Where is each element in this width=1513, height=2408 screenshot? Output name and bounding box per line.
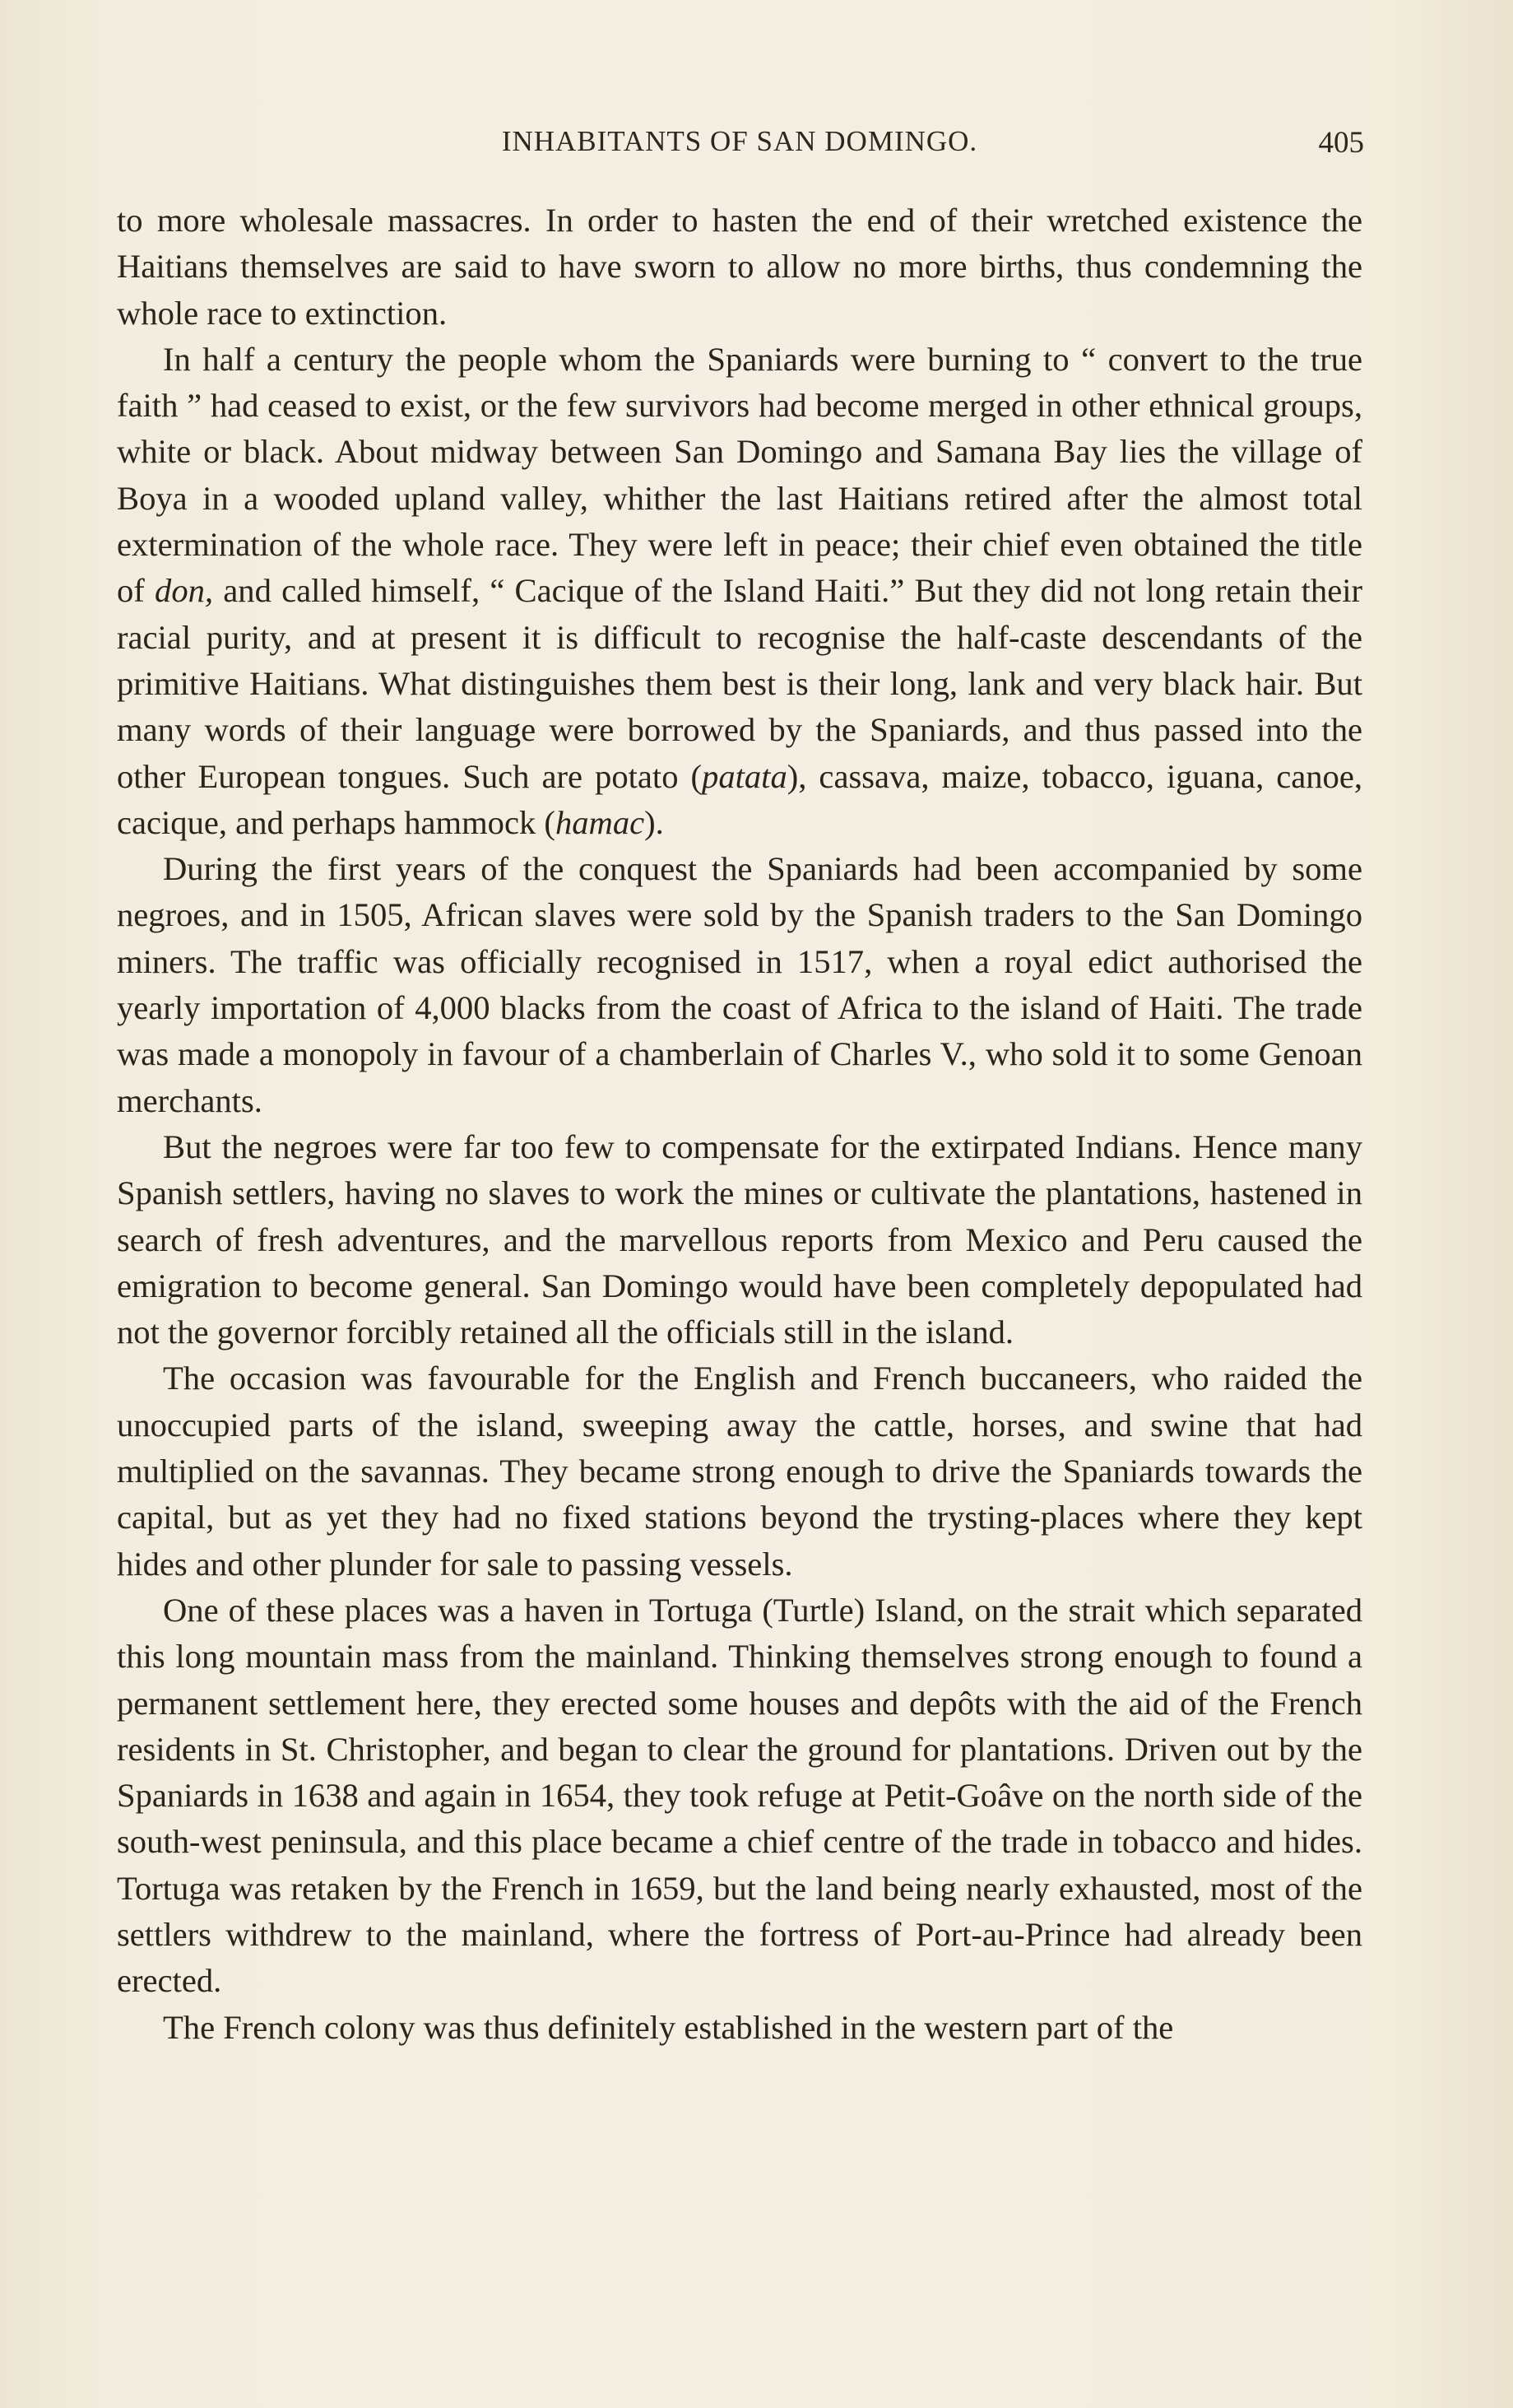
paragraph-2-text-c: ), cassava, maize, tobacco, iguana, canoe, cacique, and perhaps hammock (: [117, 757, 1362, 841]
body-text: [117, 198, 1362, 2051]
paragraph-7-text: The French colony was thus definitely established in the western part of the: [163, 2008, 1174, 2046]
italic-don: don,: [155, 572, 214, 610]
paragraph-2-text-a: In half a century the people whom the Spaniards were burning to “ convert to the true faith ” had ceased to exist, or the few survivors had become merged in other ethnical groups, white or black. About midway between San Domingo and Samana Bay lies the village of Boya in a wooded upland valley, whither the last Haitians retired after the almost total extermination of the whole race. They were left in peace; their chief even obtained the title of: [117, 340, 1362, 610]
paragraph-3: [117, 846, 1362, 1124]
page-number: 405: [1318, 126, 1364, 160]
paragraph-1-text: to more wholesale massacres. In order to hasten the end of their wretched existence the Haitians themselves are said to have sworn to allow no more births, thus condemning the whole race to extinction.: [117, 202, 1362, 332]
paragraph-2-text-d: ).: [644, 803, 664, 841]
paragraph-6-text: One of these places was a haven in Tortuga (Turtle) Island, on the strait which separated this long mountain mass from the mainland. Thinking themselves strong enough to found a permanent settlement here, they erected some houses and depôts with the aid of the French residents in St. Christopher, and began to clear the ground for plantations. Driven out by the Spaniards in 1638 and again in 1654, they took refuge at Petit-Goâve on the north side of the south-west peninsula, and this place became a chief centre of the trade in tobacco and hides. Tortuga was retaken by the French in 1659, but the land being nearly exhausted, most of the settlers withdrew to the mainland, where the fortress of Port-au-Prince had already been erected.: [117, 1591, 1362, 2000]
italic-patata: patata: [702, 757, 787, 795]
paragraph-5-text: The occasion was favourable for the English and French buccaneers, who raided the unoccupied parts of the island, sweeping away the cattle, horses, and swine that had multiplied on the savannas. They became strong enough to drive the Spaniards towards the capital, but as yet they had no fixed stations beyond the trysting-places where they kept hides and other plunder for sale to passing vessels.: [117, 1360, 1362, 1583]
running-head: [115, 125, 1364, 166]
paragraph-7: [117, 2005, 1362, 2051]
running-title: INHABITANTS OF SAN DOMINGO.: [501, 125, 978, 157]
paragraph-4-text: But the negroes were far too few to compensate for the extirpated Indians. Hence many Spanish settlers, having no slaves to work the mines or cultivate the plantations, hastened in search of fresh adventures, and the marvellous reports from Mexico and Peru caused the emigration to become general. San Domingo would have been completely depopulated had not the governor forcibly retained all the officials still in the island.: [117, 1127, 1362, 1351]
italic-hamac: hamac: [555, 803, 645, 841]
paragraph-1: [117, 198, 1362, 337]
paragraph-5: [117, 1355, 1362, 1587]
paragraph-2: [117, 337, 1362, 846]
paragraph-2-text-b: and called himself, “ Cacique of the Island Haiti.” But they did not long retain their racial purity, and at present it is difficult to recognise the half-caste descendants of the primitive Haitians. What distinguishes them best is their long, lank and very black hair. But many words of their language were borrowed by the Spaniards, and thus passed into the other European tongues. Such are potato (: [117, 572, 1362, 795]
paragraph-3-text: During the first years of the conquest the Spaniards had been accompanied by some negroes, and in 1505, African slaves were sold by the Spanish traders to the San Domingo miners. The traffic was officially recognised in 1517, when a royal edict authorised the yearly importation of 4,000 blacks from the coast of Africa to the island of Haiti. The trade was made a monopoly in favour of a chamberlain of Charles V., who sold it to some Genoan merchants.: [117, 850, 1362, 1119]
paragraph-6: [117, 1588, 1362, 2005]
paragraph-4: [117, 1124, 1362, 1355]
